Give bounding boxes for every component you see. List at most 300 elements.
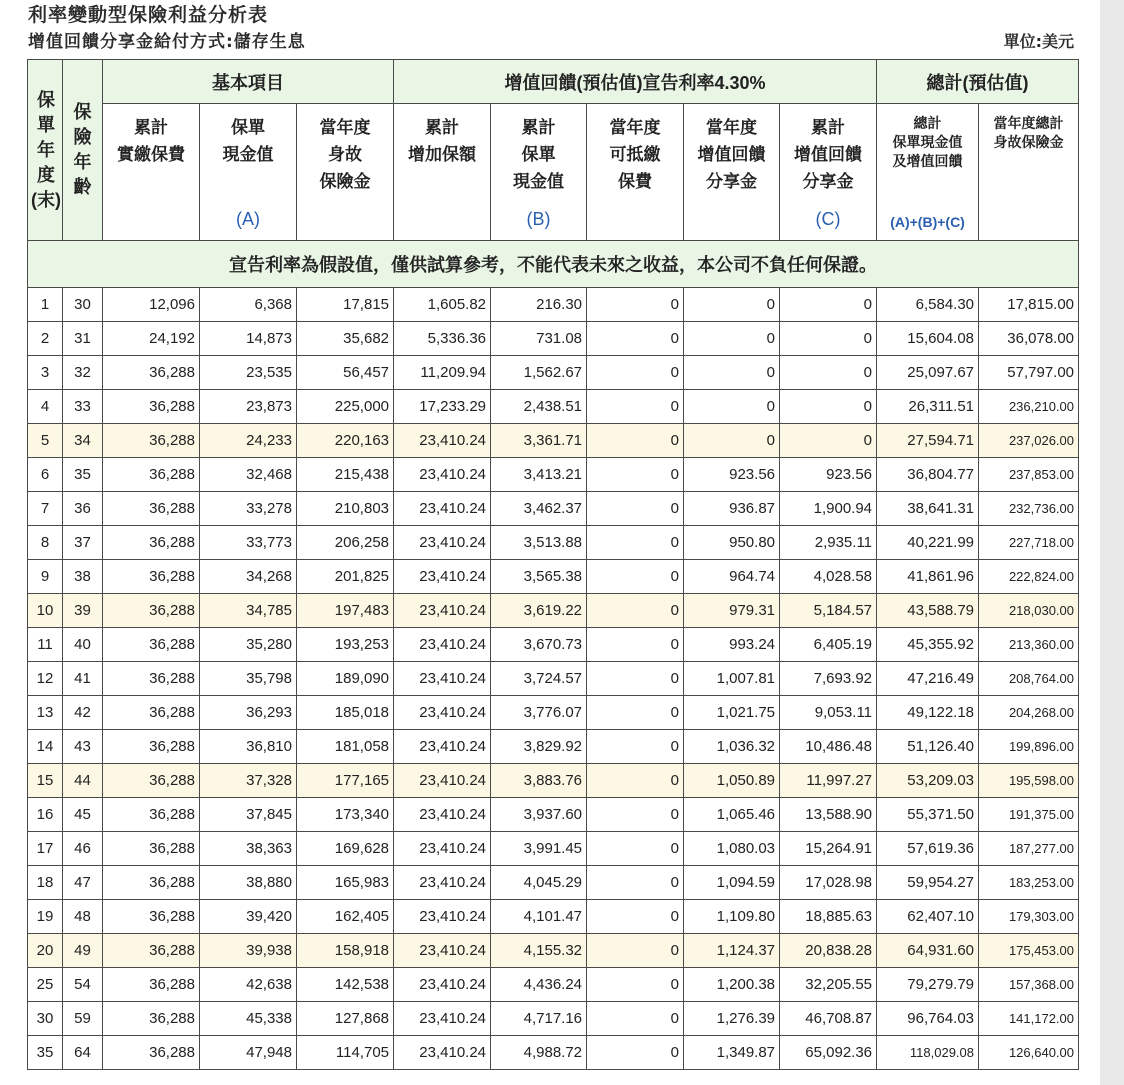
table-cell: 2,935.11 — [780, 526, 877, 560]
table-cell: 0 — [587, 1002, 684, 1036]
table-cell: 950.80 — [684, 526, 780, 560]
table-cell: 237,853.00 — [979, 458, 1079, 492]
table-cell: 3,991.45 — [491, 832, 587, 866]
cell-age: 48 — [63, 900, 103, 934]
table-cell: 1,065.46 — [684, 798, 780, 832]
table-cell: 45,338 — [200, 1002, 297, 1036]
table-row — [28, 390, 1079, 424]
table-cell: 0 — [587, 696, 684, 730]
table-cell: 3,829.92 — [491, 730, 587, 764]
table-cell: 1,276.39 — [684, 1002, 780, 1036]
table-cell: 232,736.00 — [979, 492, 1079, 526]
table-cell: 38,880 — [200, 866, 297, 900]
table-cell: 23,410.24 — [394, 696, 491, 730]
cell-age: 38 — [63, 560, 103, 594]
header-group-bonus: 增值回饋(預估值)宣告利率4.30% — [394, 60, 877, 104]
table-cell: 1,007.81 — [684, 662, 780, 696]
table-cell: 0 — [587, 934, 684, 968]
table-cell: 23,410.24 — [394, 968, 491, 1002]
table-cell: 237,026.00 — [979, 424, 1079, 458]
table-cell: 33,278 — [200, 492, 297, 526]
column-header — [877, 104, 979, 241]
table-cell: 57,619.36 — [877, 832, 979, 866]
table-cell: 96,764.03 — [877, 1002, 979, 1036]
table-cell: 14,873 — [200, 322, 297, 356]
table-cell: 220,163 — [297, 424, 394, 458]
table-cell: 0 — [780, 322, 877, 356]
table-cell: 11,209.94 — [394, 356, 491, 390]
table-row — [28, 764, 1079, 798]
table-cell: 0 — [587, 356, 684, 390]
table-cell: 0 — [587, 730, 684, 764]
table-cell: 208,764.00 — [979, 662, 1079, 696]
table-cell: 23,535 — [200, 356, 297, 390]
column-header-label: 當年度 增值回饋 分享金 — [697, 118, 766, 191]
table-row — [28, 322, 1079, 356]
page-subtitle: 增值回饋分享金給付方式:儲存生息 — [28, 32, 306, 52]
table-cell: 199,896.00 — [979, 730, 1079, 764]
cell-age: 44 — [63, 764, 103, 798]
table-cell: 59,954.27 — [877, 866, 979, 900]
cell-age: 41 — [63, 662, 103, 696]
table-row — [28, 288, 1079, 322]
table-cell: 162,405 — [297, 900, 394, 934]
table-cell: 1,900.94 — [780, 492, 877, 526]
column-header-label: 總計 保單現金值 及增值回饋 — [892, 115, 963, 169]
table-row — [28, 866, 1079, 900]
cell-policy-year: 35 — [28, 1036, 63, 1070]
table-cell: 23,410.24 — [394, 900, 491, 934]
table-cell: 0 — [587, 594, 684, 628]
table-cell: 46,708.87 — [780, 1002, 877, 1036]
table-cell: 225,000 — [297, 390, 394, 424]
table-cell: 35,682 — [297, 322, 394, 356]
table-cell: 23,410.24 — [394, 1036, 491, 1070]
table-cell: 0 — [684, 322, 780, 356]
table-cell: 183,253.00 — [979, 866, 1079, 900]
table-cell: 64,931.60 — [877, 934, 979, 968]
table-cell: 3,413.21 — [491, 458, 587, 492]
table-cell: 3,776.07 — [491, 696, 587, 730]
table-cell: 1,124.37 — [684, 934, 780, 968]
cell-age: 43 — [63, 730, 103, 764]
table-cell: 0 — [587, 424, 684, 458]
table-cell: 0 — [587, 900, 684, 934]
table-cell: 227,718.00 — [979, 526, 1079, 560]
table-cell: 45,355.92 — [877, 628, 979, 662]
table-cell: 15,604.08 — [877, 322, 979, 356]
table-cell: 177,165 — [297, 764, 394, 798]
column-header — [200, 104, 297, 241]
table-cell: 179,303.00 — [979, 900, 1079, 934]
cell-policy-year: 18 — [28, 866, 63, 900]
table-cell: 49,122.18 — [877, 696, 979, 730]
cell-policy-year: 30 — [28, 1002, 63, 1036]
cell-policy-year: 19 — [28, 900, 63, 934]
table-cell: 38,641.31 — [877, 492, 979, 526]
table-cell: 1,036.32 — [684, 730, 780, 764]
table-cell: 142,538 — [297, 968, 394, 1002]
table-cell: 36,288 — [103, 356, 200, 390]
cell-age: 36 — [63, 492, 103, 526]
table-cell: 213,360.00 — [979, 628, 1079, 662]
table-cell: 0 — [587, 492, 684, 526]
column-header — [587, 104, 684, 241]
header-group-basic: 基本項目 — [103, 60, 394, 104]
table-cell: 118,029.08 — [877, 1036, 979, 1070]
cell-policy-year: 25 — [28, 968, 63, 1002]
table-cell: 191,375.00 — [979, 798, 1079, 832]
table-cell: 127,868 — [297, 1002, 394, 1036]
column-header-label: 當年度 可抵繳 保費 — [609, 118, 661, 191]
table-cell: 36,288 — [103, 492, 200, 526]
table-cell: 42,638 — [200, 968, 297, 1002]
table-cell: 993.24 — [684, 628, 780, 662]
header-row-columns — [28, 104, 1079, 241]
table-cell: 731.08 — [491, 322, 587, 356]
table-row — [28, 356, 1079, 390]
cell-policy-year: 1 — [28, 288, 63, 322]
cell-age: 33 — [63, 390, 103, 424]
table-cell: 923.56 — [780, 458, 877, 492]
table-cell: 236,210.00 — [979, 390, 1079, 424]
header-policy-year: 保 單 年 度 (末) — [28, 60, 63, 241]
table-cell: 34,785 — [200, 594, 297, 628]
table-cell: 173,340 — [297, 798, 394, 832]
table-cell: 32,205.55 — [780, 968, 877, 1002]
table-cell: 3,361.71 — [491, 424, 587, 458]
table-cell: 0 — [780, 288, 877, 322]
column-header-formula: (C) — [815, 209, 841, 229]
column-header-formula: (B) — [526, 209, 551, 229]
table-cell: 1,080.03 — [684, 832, 780, 866]
cell-age: 34 — [63, 424, 103, 458]
table-cell: 24,233 — [200, 424, 297, 458]
table-cell: 47,948 — [200, 1036, 297, 1070]
table-cell: 23,410.24 — [394, 492, 491, 526]
cell-policy-year: 11 — [28, 628, 63, 662]
table-cell: 36,288 — [103, 866, 200, 900]
table-cell: 36,288 — [103, 560, 200, 594]
table-cell: 1,605.82 — [394, 288, 491, 322]
table-cell: 4,155.32 — [491, 934, 587, 968]
table-cell: 36,288 — [103, 662, 200, 696]
table-cell: 0 — [684, 356, 780, 390]
table-cell: 36,288 — [103, 798, 200, 832]
table-cell: 36,288 — [103, 1002, 200, 1036]
table-cell: 0 — [587, 832, 684, 866]
table-row — [28, 662, 1079, 696]
table-cell: 51,126.40 — [877, 730, 979, 764]
table-cell: 3,883.76 — [491, 764, 587, 798]
table-cell: 20,838.28 — [780, 934, 877, 968]
table-cell: 3,619.22 — [491, 594, 587, 628]
cell-age: 30 — [63, 288, 103, 322]
column-header-label: 累計 增值回饋 分享金 — [794, 118, 863, 191]
column-header-label: 保單 現金值 — [222, 118, 274, 164]
table-cell: 195,598.00 — [979, 764, 1079, 798]
table-row — [28, 934, 1079, 968]
table-row — [28, 526, 1079, 560]
header-age: 保 險 年 齡 — [63, 60, 103, 241]
table-cell: 10,486.48 — [780, 730, 877, 764]
table-cell: 4,717.16 — [491, 1002, 587, 1036]
table-cell: 23,410.24 — [394, 832, 491, 866]
table-cell: 193,253 — [297, 628, 394, 662]
table-cell: 36,288 — [103, 696, 200, 730]
table-cell: 23,410.24 — [394, 1002, 491, 1036]
table-cell: 923.56 — [684, 458, 780, 492]
table-cell: 964.74 — [684, 560, 780, 594]
disclaimer-notice: 宣告利率為假設值，僅供試算參考，不能代表未來之收益，本公司不負任何保證。 — [28, 241, 1079, 288]
table-cell: 23,410.24 — [394, 628, 491, 662]
table-cell: 12,096 — [103, 288, 200, 322]
cell-age: 35 — [63, 458, 103, 492]
table-cell: 185,018 — [297, 696, 394, 730]
table-cell: 23,410.24 — [394, 730, 491, 764]
table-cell: 165,983 — [297, 866, 394, 900]
table-cell: 4,045.29 — [491, 866, 587, 900]
table-row — [28, 900, 1079, 934]
table-cell: 57,797.00 — [979, 356, 1079, 390]
table-cell: 141,172.00 — [979, 1002, 1079, 1036]
table-cell: 4,988.72 — [491, 1036, 587, 1070]
table-cell: 15,264.91 — [780, 832, 877, 866]
table-cell: 0 — [587, 662, 684, 696]
table-cell: 0 — [587, 288, 684, 322]
table-cell: 55,371.50 — [877, 798, 979, 832]
table-cell: 0 — [587, 968, 684, 1002]
table-cell: 36,810 — [200, 730, 297, 764]
cell-policy-year: 4 — [28, 390, 63, 424]
table-cell: 6,368 — [200, 288, 297, 322]
table-cell: 9,053.11 — [780, 696, 877, 730]
cell-policy-year: 6 — [28, 458, 63, 492]
column-header — [394, 104, 491, 241]
table-cell: 3,670.73 — [491, 628, 587, 662]
table-row — [28, 730, 1079, 764]
table-cell: 56,457 — [297, 356, 394, 390]
table-cell: 23,410.24 — [394, 424, 491, 458]
cell-policy-year: 2 — [28, 322, 63, 356]
cell-age: 64 — [63, 1036, 103, 1070]
cell-policy-year: 10 — [28, 594, 63, 628]
table-cell: 187,277.00 — [979, 832, 1079, 866]
table-cell: 222,824.00 — [979, 560, 1079, 594]
table-cell: 0 — [587, 560, 684, 594]
table-cell: 36,078.00 — [979, 322, 1079, 356]
table-cell: 23,410.24 — [394, 560, 491, 594]
table-cell: 1,200.38 — [684, 968, 780, 1002]
cell-age: 45 — [63, 798, 103, 832]
table-cell: 36,288 — [103, 934, 200, 968]
table-cell: 13,588.90 — [780, 798, 877, 832]
cell-age: 39 — [63, 594, 103, 628]
header-row-groups — [28, 60, 1079, 104]
table-cell: 126,640.00 — [979, 1036, 1079, 1070]
table-cell: 6,584.30 — [877, 288, 979, 322]
table-row — [28, 832, 1079, 866]
table-cell: 1,109.80 — [684, 900, 780, 934]
table-cell: 17,815.00 — [979, 288, 1079, 322]
table-cell: 36,288 — [103, 424, 200, 458]
table-cell: 189,090 — [297, 662, 394, 696]
table-cell: 17,815 — [297, 288, 394, 322]
table-cell: 0 — [587, 764, 684, 798]
cell-age: 59 — [63, 1002, 103, 1036]
table-row — [28, 594, 1079, 628]
column-header-formula: (A)+(B)+(C) — [890, 214, 965, 230]
table-cell: 23,410.24 — [394, 764, 491, 798]
table-cell: 17,233.29 — [394, 390, 491, 424]
unit-label: 單位:美元 — [1003, 32, 1074, 51]
table-cell: 27,594.71 — [877, 424, 979, 458]
header-group-total: 總計(預估值) — [877, 60, 1079, 104]
table-cell: 114,705 — [297, 1036, 394, 1070]
table-cell: 65,092.36 — [780, 1036, 877, 1070]
table-cell: 0 — [587, 1036, 684, 1070]
table-cell: 36,804.77 — [877, 458, 979, 492]
cell-policy-year: 8 — [28, 526, 63, 560]
column-header — [491, 104, 587, 241]
table-cell: 35,280 — [200, 628, 297, 662]
table-cell: 175,453.00 — [979, 934, 1079, 968]
cell-age: 31 — [63, 322, 103, 356]
table-cell: 210,803 — [297, 492, 394, 526]
table-cell: 0 — [684, 424, 780, 458]
table-row — [28, 424, 1079, 458]
table-cell: 11,997.27 — [780, 764, 877, 798]
table-cell: 26,311.51 — [877, 390, 979, 424]
table-cell: 7,693.92 — [780, 662, 877, 696]
table-cell: 79,279.79 — [877, 968, 979, 1002]
table-row — [28, 458, 1079, 492]
table-cell: 36,293 — [200, 696, 297, 730]
table-cell: 0 — [780, 356, 877, 390]
table-row — [28, 628, 1079, 662]
cell-policy-year: 15 — [28, 764, 63, 798]
table-cell: 1,021.75 — [684, 696, 780, 730]
table-cell: 181,058 — [297, 730, 394, 764]
table-cell: 979.31 — [684, 594, 780, 628]
table-cell: 33,773 — [200, 526, 297, 560]
table-cell: 4,028.58 — [780, 560, 877, 594]
table-cell: 0 — [587, 628, 684, 662]
table-cell: 201,825 — [297, 560, 394, 594]
table-cell: 23,410.24 — [394, 866, 491, 900]
table-cell: 23,873 — [200, 390, 297, 424]
cell-policy-year: 9 — [28, 560, 63, 594]
table-cell: 3,565.38 — [491, 560, 587, 594]
column-header-label: 累計 保單 現金值 — [513, 118, 565, 191]
table-cell: 36,288 — [103, 628, 200, 662]
cell-policy-year: 7 — [28, 492, 63, 526]
table-cell: 36,288 — [103, 390, 200, 424]
table-row — [28, 798, 1079, 832]
table-cell: 1,094.59 — [684, 866, 780, 900]
cell-policy-year: 3 — [28, 356, 63, 390]
table-cell: 43,588.79 — [877, 594, 979, 628]
table-cell: 0 — [587, 390, 684, 424]
table-cell: 0 — [780, 390, 877, 424]
table-cell: 17,028.98 — [780, 866, 877, 900]
table-cell: 36,288 — [103, 594, 200, 628]
table-cell: 36,288 — [103, 832, 200, 866]
table-cell: 23,410.24 — [394, 934, 491, 968]
table-row — [28, 1002, 1079, 1036]
cell-age: 46 — [63, 832, 103, 866]
table-cell: 39,420 — [200, 900, 297, 934]
table-cell: 18,885.63 — [780, 900, 877, 934]
cell-age: 47 — [63, 866, 103, 900]
table-cell: 32,468 — [200, 458, 297, 492]
table-cell: 25,097.67 — [877, 356, 979, 390]
table-cell: 218,030.00 — [979, 594, 1079, 628]
table-cell: 37,328 — [200, 764, 297, 798]
table-cell: 0 — [587, 458, 684, 492]
table-cell: 40,221.99 — [877, 526, 979, 560]
column-header — [684, 104, 780, 241]
table-cell: 4,436.24 — [491, 968, 587, 1002]
cell-age: 32 — [63, 356, 103, 390]
cell-age: 40 — [63, 628, 103, 662]
page-title: 利率變動型保險利益分析表 — [28, 4, 269, 26]
table-cell: 23,410.24 — [394, 526, 491, 560]
table-cell: 35,798 — [200, 662, 297, 696]
table-cell: 23,410.24 — [394, 798, 491, 832]
benefit-analysis-table — [27, 59, 1079, 1070]
table-cell: 0 — [587, 866, 684, 900]
table-row — [28, 696, 1079, 730]
cell-age: 37 — [63, 526, 103, 560]
table-cell: 36,288 — [103, 1036, 200, 1070]
table-cell: 36,288 — [103, 968, 200, 1002]
cell-age: 49 — [63, 934, 103, 968]
table-cell: 0 — [587, 322, 684, 356]
column-header-label: 累計 增加保額 — [408, 118, 477, 164]
cell-policy-year: 5 — [28, 424, 63, 458]
table-cell: 3,462.37 — [491, 492, 587, 526]
table-row — [28, 1036, 1079, 1070]
table-cell: 936.87 — [684, 492, 780, 526]
table-cell: 1,349.87 — [684, 1036, 780, 1070]
table-cell: 23,410.24 — [394, 594, 491, 628]
table-cell: 204,268.00 — [979, 696, 1079, 730]
table-cell: 0 — [587, 526, 684, 560]
cell-policy-year: 20 — [28, 934, 63, 968]
column-header-label: 當年度 身故 保險金 — [319, 118, 371, 191]
cell-policy-year: 16 — [28, 798, 63, 832]
column-header — [103, 104, 200, 241]
table-cell: 47,216.49 — [877, 662, 979, 696]
table-cell: 215,438 — [297, 458, 394, 492]
table-cell: 1,562.67 — [491, 356, 587, 390]
table-row — [28, 492, 1079, 526]
column-header — [979, 104, 1079, 241]
table-cell: 36,288 — [103, 526, 200, 560]
table-cell: 36,288 — [103, 458, 200, 492]
table-cell: 4,101.47 — [491, 900, 587, 934]
table-cell: 0 — [684, 390, 780, 424]
table-cell: 158,918 — [297, 934, 394, 968]
column-header-label: 當年度總計 身故保險金 — [993, 115, 1064, 150]
table-row — [28, 560, 1079, 594]
column-header — [780, 104, 877, 241]
table-cell: 5,184.57 — [780, 594, 877, 628]
cell-policy-year: 13 — [28, 696, 63, 730]
table-cell: 5,336.36 — [394, 322, 491, 356]
table-cell: 1,050.89 — [684, 764, 780, 798]
